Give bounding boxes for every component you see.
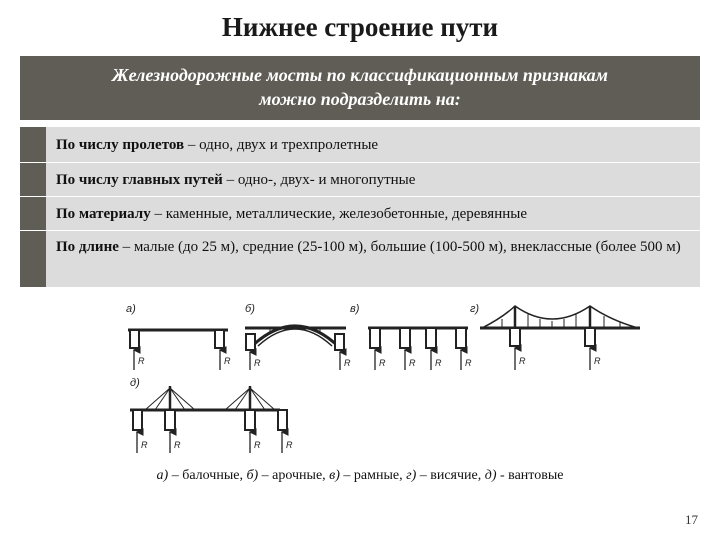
caption-text: – висячие, <box>416 468 485 483</box>
label-g: г) <box>470 303 480 315</box>
caption-index: б) <box>246 468 259 483</box>
bullet-marker <box>20 163 46 196</box>
reaction-label: R <box>409 358 416 368</box>
list-item-material <box>20 197 700 230</box>
list-item-desc: – малые (до 25 м), средние (25-100 м), большие (100-500 м), внеклассные (более 500 м) <box>118 239 681 255</box>
reaction-label: R <box>435 358 442 368</box>
slide-title: Нижнее строение пути <box>221 11 499 42</box>
list-item-desc: – каменные, металлические, железобетонные, деревянные <box>150 205 527 222</box>
list-item-desc: – одно-, двух- и многопутные <box>222 171 416 188</box>
list-item-term: По числу главных путей <box>56 171 223 188</box>
label-v: в) <box>350 303 360 315</box>
caption-index: г) <box>406 468 417 483</box>
bridge-types-diagram <box>110 298 650 458</box>
list-item-tracks <box>20 163 700 196</box>
reaction-label: R <box>465 358 472 368</box>
caption-text: – балочные, <box>168 468 247 483</box>
reaction-label: R <box>286 440 293 450</box>
label-a: а) <box>126 303 136 315</box>
slide-subtitle <box>20 56 700 120</box>
bullet-marker <box>20 231 46 287</box>
bullet-marker <box>20 127 46 162</box>
caption-text: – арочные, <box>258 468 330 483</box>
reaction-label: R <box>254 440 261 450</box>
subtitle-line-1: Железнодорожные мосты по классификационным признакам <box>112 65 608 85</box>
list-item-spans <box>20 127 700 162</box>
reaction-label: R <box>379 358 386 368</box>
subtitle-line-2: можно подразделить на: <box>259 89 461 109</box>
page-number: 17 <box>685 512 698 527</box>
list-item-term: По материалу <box>56 205 151 222</box>
bullet-marker <box>20 197 46 230</box>
suspension-bridge-figure <box>480 306 640 370</box>
caption-text: - вантовые <box>496 468 564 483</box>
figure-caption <box>0 468 720 484</box>
cable-stayed-bridge-figure <box>130 386 287 453</box>
list-item-term: По числу пролетов <box>56 136 185 153</box>
label-b: б) <box>245 303 255 315</box>
list-item-text <box>56 231 690 287</box>
list-item-text <box>56 127 690 162</box>
reaction-label: R <box>594 356 601 366</box>
list-item-term: По длине <box>56 239 119 255</box>
reaction-label: R <box>174 440 181 450</box>
caption-index: а) <box>156 468 169 483</box>
caption-text: – рамные, <box>339 468 407 483</box>
list-item-text <box>56 163 690 196</box>
reaction-label: R <box>141 440 148 450</box>
list-item-text <box>56 197 690 230</box>
reaction-label: R <box>224 356 231 366</box>
list-item-desc: – одно, двух и трехпролетные <box>184 136 379 153</box>
list-item-length <box>20 231 700 287</box>
reaction-label: R <box>519 356 526 366</box>
reaction-label: R <box>344 358 351 368</box>
caption-index: д) <box>484 468 497 483</box>
label-d: д) <box>130 377 140 389</box>
reaction-label: R <box>138 356 145 366</box>
caption-index: в) <box>329 468 340 483</box>
reaction-label: R <box>254 358 261 368</box>
